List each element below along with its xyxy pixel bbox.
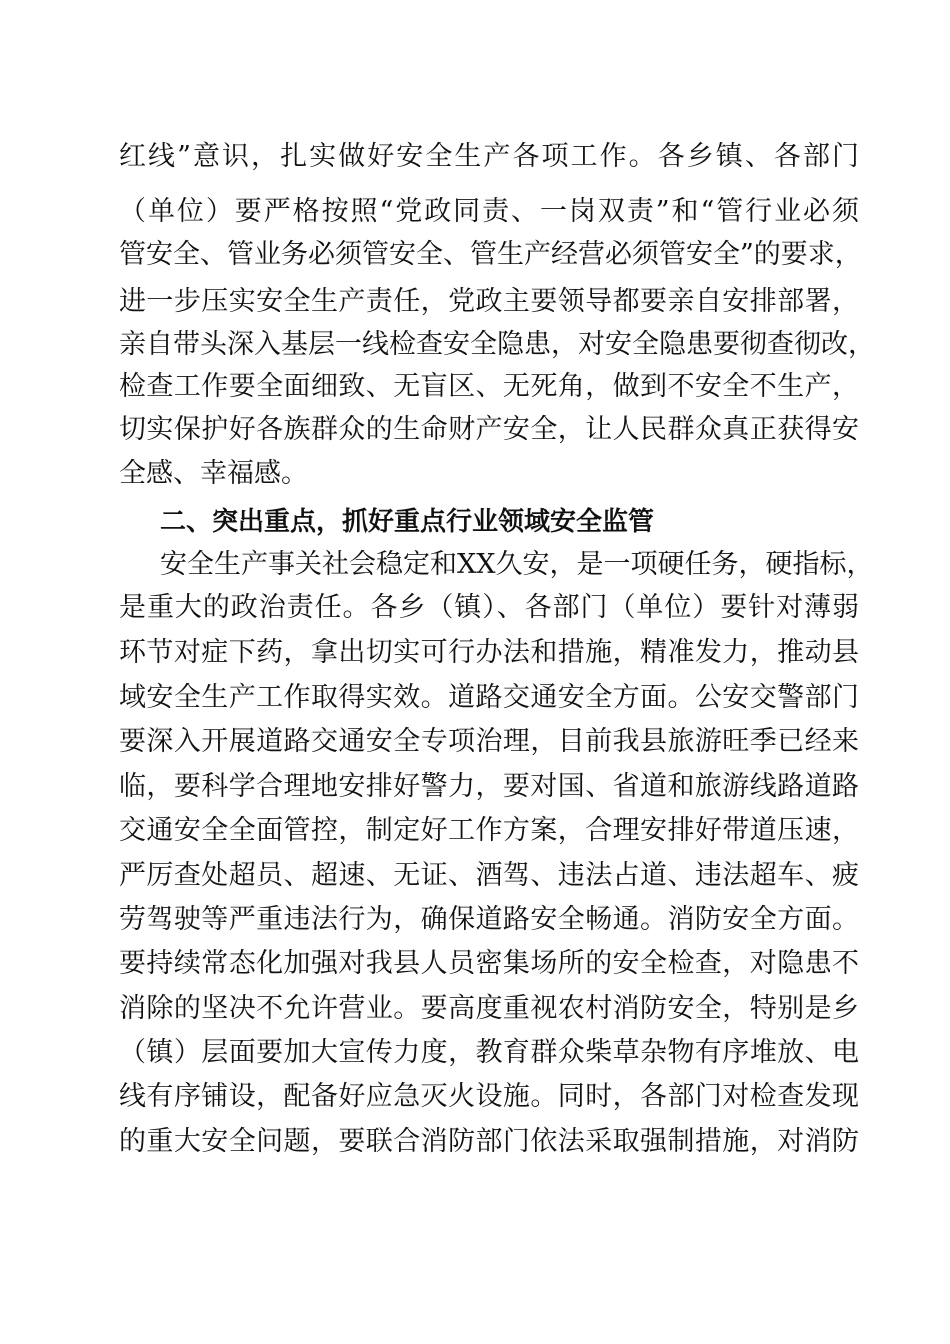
paragraph-2-line-7: 交通安全全面管控，制定好工作方案，合理安排好带道压速，	[119, 815, 859, 846]
paragraph-2-line-1: 安全生产事关社会稳定和XX久安，是一项硬任务，硬指标，	[160, 549, 874, 580]
paragraph-2-line-2: 是重大的政治责任。各乡（镇）、各部门（单位）要针对薄弱	[119, 592, 859, 623]
paragraph-2-line-8: 严厉查处超员、超速、无证、酒驾、违法占道、违法超车、疲	[119, 860, 859, 891]
paragraph-2-line-14: 的重大安全问题，要联合消防部门依法采取强制措施，对消防	[119, 1126, 859, 1157]
paragraph-2-line-5: 要深入开展道路交通安全专项治理，目前我县旅游旺季已经来	[119, 726, 859, 757]
paragraph-2-line-6: 临，要科学合理地安排好警力，要对国、省道和旅游线路道路	[119, 771, 859, 802]
paragraph-2-line-10: 要持续常态化加强对我县人员密集场所的安全检查，对隐患不	[119, 948, 859, 979]
paragraph-2-line-9: 劳驾驶等严重违法行为，确保道路安全畅通。消防安全方面。	[119, 904, 859, 935]
paragraph-1-line-7: 切实保护好各族群众的生命财产安全，让人民群众真正获得安	[119, 414, 859, 445]
paragraph-2-line-4: 域安全生产工作取得实效。道路交通安全方面。公安交警部门	[119, 682, 859, 713]
paragraph-1-line-3: 管安全、管业务必须管安全、管生产经营必须管安全”的要求，	[119, 239, 862, 270]
paragraph-1-line-5: 亲自带头深入基层一线检查安全隐患，对安全隐患要彻查彻改，	[119, 329, 875, 360]
paragraph-2-line-12: （镇）层面要加大宣传力度，教育群众柴草杂物有序堆放、电	[119, 1037, 859, 1068]
paragraph-1-line-1: 红线”意识，扎实做好安全生产各项工作。各乡镇、各部门	[119, 141, 859, 172]
paragraph-2-line-13: 线有序铺设，配备好应急灭火设施。同时，各部门对检查发现	[119, 1081, 859, 1112]
paragraph-1-line-4: 进一步压实安全生产责任，党政主要领导都要亲自安排部署，	[119, 286, 859, 317]
paragraph-1-line-6: 检查工作要全面细致、无盲区、无死角，做到不安全不生产，	[119, 371, 859, 402]
paragraph-2-line-3: 环节对症下药，拿出切实可行办法和措施，精准发力，推动县	[119, 637, 859, 668]
paragraph-2-line-11: 消除的坚决不允许营业。要高度重视农村消防安全，特别是乡	[119, 993, 859, 1024]
paragraph-1-line-8: 全感、幸福感。	[119, 458, 308, 489]
paragraph-1-line-2: （单位）要严格按照“党政同责、一岗双责”和“管行业必须	[119, 196, 859, 227]
section-heading: 二、突出重点，抓好重点行业领域安全监管	[160, 507, 655, 537]
